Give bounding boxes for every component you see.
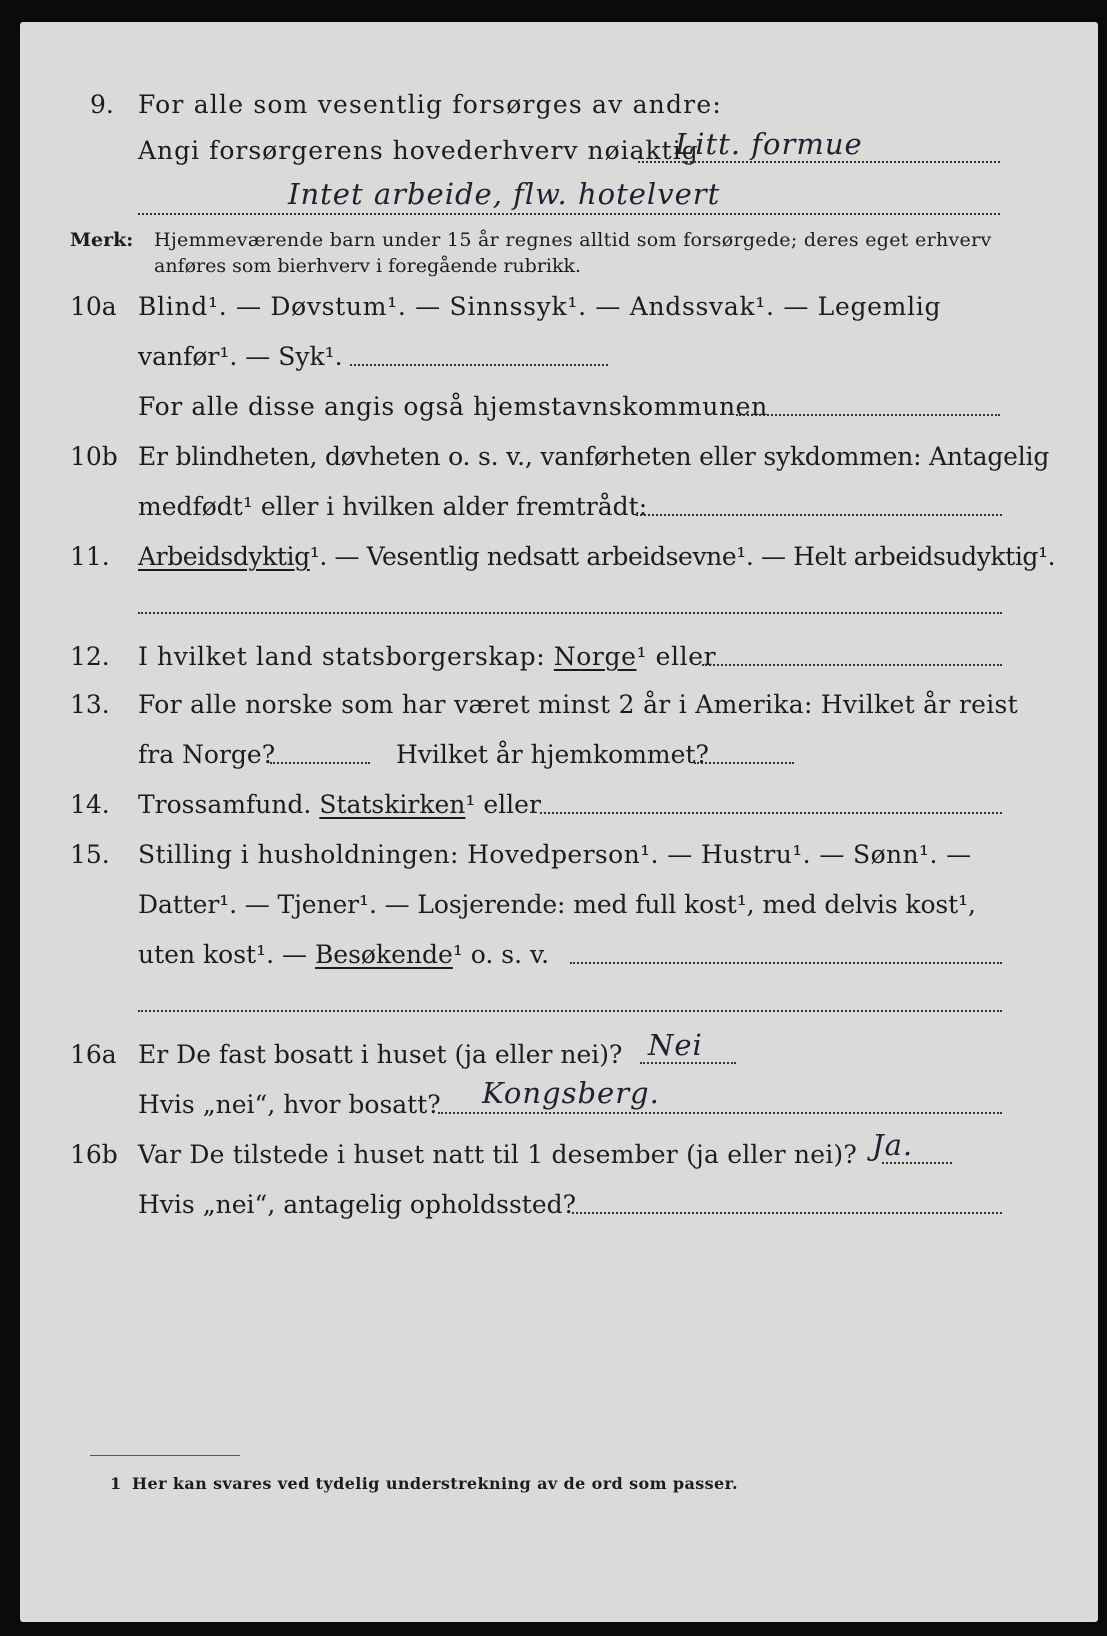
- q14-post: ¹ eller: [465, 790, 541, 819]
- q12-line: [138, 642, 716, 672]
- q9-answer-line1: [638, 161, 1000, 163]
- q10b-line1: Er blindheten, døvheten o. s. v., vanførheten eller sykdommen: Antagelig: [138, 442, 1050, 471]
- q10a-line2: vanfør¹. — Syk¹.: [138, 342, 343, 371]
- q12-number: 12.: [70, 642, 110, 671]
- merk-line2: anføres som bierhverv i foregående rubrikk.: [154, 255, 582, 277]
- q16a-answer-line1: [640, 1062, 736, 1064]
- q11-number: 11.: [70, 542, 110, 571]
- q16a-handwritten-answer: Nei: [648, 1028, 703, 1062]
- q13-line2b: Hvilket år hjemkommet?: [396, 740, 709, 769]
- q14-answer-line: [540, 812, 1002, 814]
- q15-answer-line1: [570, 962, 1002, 964]
- q15-underlined-answer: Besøkende: [314, 940, 453, 969]
- q14-line: [138, 790, 541, 820]
- q15-answer-line2: [138, 1010, 1002, 1012]
- q16a-line1: Er De fast bosatt i huset (ja eller nei)?: [138, 1040, 623, 1069]
- q12-answer-line: [702, 664, 1002, 666]
- q12-pre: I hvilket land statsborgerskap:: [138, 642, 546, 671]
- q15-number: 15.: [70, 840, 110, 869]
- q10a-line3: For alle disse angis også hjemstavnskommunen: [138, 392, 768, 421]
- q10b-number: 10b: [70, 442, 118, 471]
- q10b-answer-line: [636, 514, 1002, 516]
- q9-line2: Angi forsørgerens hovederhverv nøiaktig: [138, 136, 699, 165]
- q9-answer-line2: [138, 213, 1000, 215]
- q16a-answer-line2: [438, 1112, 1002, 1114]
- q16b-handwritten-answer: Ja.: [872, 1128, 914, 1162]
- q11-line: [138, 542, 1055, 572]
- q14-number: 14.: [70, 790, 110, 819]
- q13-line1: For alle norske som har været minst 2 år i Amerika: Hvilket år reist: [138, 690, 1019, 719]
- q11-underlined-answer: Arbeidsdyktig: [138, 542, 310, 571]
- q9-handwritten-detail: Intet arbeide, flw. hotelvert: [288, 177, 721, 211]
- q11-answer-line: [138, 612, 1002, 614]
- footnote-mark: 1: [110, 1474, 122, 1493]
- q13-line2a: fra Norge?: [138, 740, 276, 769]
- q15-line2: Datter¹. — Tjener¹. — Losjerende: med full kost¹, med delvis kost¹,: [138, 890, 976, 919]
- q9-number: 9.: [90, 90, 114, 119]
- q10a-municipality-line: [736, 414, 1000, 416]
- q14-underlined-answer: Statskirken: [319, 790, 466, 819]
- q9-handwritten-occupation: Litt. formue: [675, 127, 863, 161]
- q16a-handwritten-residence: Kongsberg.: [482, 1076, 660, 1110]
- q10a-line1: Blind¹. — Døvstum¹. — Sinnssyk¹. — Andssvak¹. — Legemlig: [138, 292, 942, 321]
- merk-label: Merk:: [70, 229, 134, 251]
- q16b-line2: Hvis „nei“, antagelig opholdssted?: [138, 1190, 577, 1219]
- q12-post: ¹ eller: [636, 642, 717, 671]
- q16b-answer-line: [882, 1162, 952, 1164]
- q15-line3-post: ¹ o. s. v.: [452, 940, 550, 969]
- q10b-line2: medfødt¹ eller i hvilken alder fremtrådt:: [138, 492, 648, 521]
- q11-rest: ¹. — Vesentlig nedsatt arbeidsevne¹. — Helt arbeidsudyktig¹.: [309, 542, 1056, 571]
- q15-line1: Stilling i husholdningen: Hovedperson¹. — Hustru¹. — Sønn¹. —: [138, 840, 972, 869]
- census-form-page: [20, 22, 1098, 1622]
- merk-line1: Hjemmeværende barn under 15 år regnes alltid som forsørgede; deres eget erhverv: [154, 229, 992, 251]
- q12-underlined-answer: Norge: [553, 642, 637, 671]
- q13-year-left-line: [270, 762, 370, 764]
- q10a-answer-line: [350, 364, 608, 366]
- q9-line1: For alle som vesentlig forsørges av andre:: [138, 90, 722, 119]
- q13-number: 13.: [70, 690, 110, 719]
- q15-line3: [138, 940, 549, 970]
- q14-pre: Trossamfund.: [138, 790, 312, 819]
- footnote-text: Her kan svares ved tydelig understrekning av de ord som passer.: [132, 1474, 738, 1493]
- q16a-number: 16a: [70, 1040, 117, 1069]
- q10a-number: 10a: [70, 292, 117, 321]
- q13-year-returned-line: [694, 762, 794, 764]
- q16b-line1: Var De tilstede i huset natt til 1 desember (ja eller nei)?: [138, 1140, 857, 1169]
- q16b-number: 16b: [70, 1140, 118, 1169]
- q16a-line2: Hvis „nei“, hvor bosatt?: [138, 1090, 441, 1119]
- q15-line3-pre: uten kost¹. —: [138, 940, 307, 969]
- q16b-whereabouts-line: [572, 1212, 1002, 1214]
- footnote-divider: [90, 1455, 240, 1456]
